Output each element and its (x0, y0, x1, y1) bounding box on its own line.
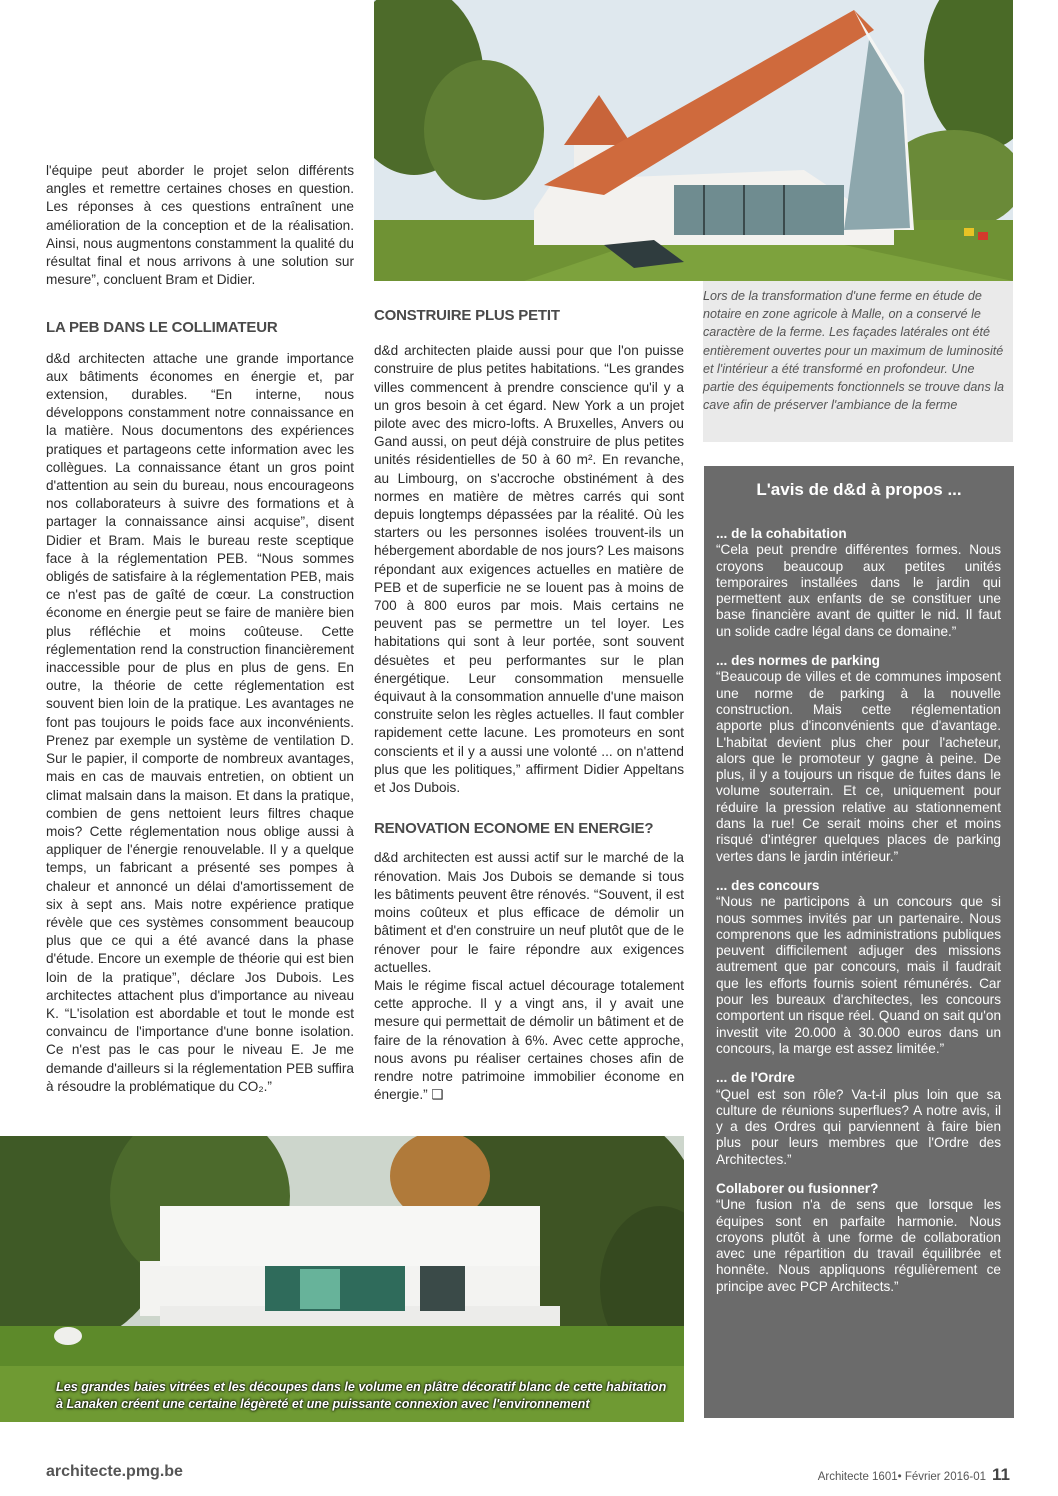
section-heading-smaller: CONSTRUIRE PLUS PETIT (374, 307, 560, 324)
intro-paragraph: l'équipe peut aborder le projet selon différents angles et remettre certaines choses en question. Les réponses à ces questions entraînent une amélioration de la conception et de la réalisation. Ainsi, nous augmentons constamment la qualité du résultat final et nous arrivons à une solution sur mesure”, concluent Bram et Didier. (46, 163, 354, 288)
section-heading-peb: LA PEB DANS LE COLLIMATEUR (46, 319, 278, 337)
section-heading-renovation: RENOVATION ECONOME EN ENERGIE? (374, 820, 654, 838)
column-left (46, 162, 354, 1096)
sidebar-heading-parking: ... des normes de parking (716, 653, 880, 669)
footer-website-link[interactable]: architecte.pmg.be (46, 1463, 183, 1480)
sidebar-heading-ordre: ... de l'Ordre (716, 1070, 795, 1086)
sidebar-text-concours: “Nous ne participons à un concours que si nous sommes invités par un partenaire. Nous comprenons que les administrations publiques peuvent difficilement adjuger des missions autrement que par concours, mais il faudrait que les efforts fournis soient rémunérés. Car pour les bureaux d'architectes, les concours comportent un risque réel. Quand on sait qu'on investit vite 20.000 à 30.000 euros dans un concours, la marge est assez limitée.” (716, 894, 1001, 1056)
issue-label: Architecte 1601• Février 2016-01 (817, 1471, 987, 1483)
sidebar-text-ordre: “Quel est son rôle? Va-t-il plus loin que sa culture de réunions superflues? A notre avis, il y a des Ordres qui parviennent à faire bien plus pour leurs membres que l'Ordre des Architectes.” (716, 1086, 1001, 1167)
sidebar-text-parking: “Beaucoup de villes et de communes imposent une norme de parking à la nouvelle construction. Mais cette réglementation apporte plus d'inconvénients que d'avantage. L'habitat devient plus cher pour l'acheteur, alors que le promoteur y gagne à peine. De plus, il y a toujours un risque de fuites dans le volume souterrain. Et ce, uniquement pour réduire la pression relative au stationnement dans la rue! Ce serait moins cher et moins risqué d'intégrer quelques places de parking vertes dans le jardin intérieur.” (716, 669, 1001, 864)
opinion-sidebar (704, 466, 1014, 1418)
renovation-paragraph-1: d&d architecten est aussi actif sur le marché de la rénovation. Mais Jos Dubois se demande si tous les bâtiments peuvent être rénovés. “Souvent, il est moins coûteux et plus efficace de démolir un bâtiment et d'en construire un neuf plutôt que de le rénover pour le faire répondre aux exigences actuelles. (374, 850, 684, 975)
sidebar-heading-cohabitation: ... de la cohabitation (716, 526, 847, 541)
farmhouse-photo (374, 0, 1013, 281)
footer-issue-info (818, 1465, 1010, 1485)
column-middle (374, 307, 684, 1104)
sidebar-text-cohabitation: “Cela peut prendre différentes formes. Nous croyons beaucoup aux petites unités temporaires installées dans le jardin qui permettent aux enfants de se constituer une base financière avant de quitter le nid. Il faut un solide cadre légal dans ce domaine.” (716, 542, 1001, 639)
smaller-paragraph: d&d architecten plaide aussi pour que l'on puisse construire de plus petites habitations. “Les grandes villes commencent à prendre conscience qu'il y a un gros besoin à cet égard. New York a un projet pilote avec des micro-lofts. A Bruxelles, Anvers ou Gand aussi, on peut déjà construire de plus petites unités résidentielles de 50 à 60 m². En revanche, au Limbourg, on s'accroche obstinément à des normes en matière de mètres carrés qui sont depuis longtemps dépassées par la réalité. Où les starters ou les personnes isolées trouvent-ils un hébergement abordable de nos jours? Les maisons répondant aux exigences actuelles en matière de PEB et de superficie ne se louent pas à moins de 700 à 800 euros par mois. Mais certains ne peuvent pas se permettre un tel loyer. Les habitations qui sont à leur portée, sont souvent désuètes et peu performantes sur le plan énergétique. Leur consommation mensuelle équivaut à la consommation annuelle d'une maison construite selon les règles actuelles. Il faut combler rapidement cette lacune. Les promoteurs en sont conscients et il y a aussi une volonté ... on n'attend plus que les politiques,” affirment Didier Appeltans et Jos Dubois. (374, 343, 684, 796)
page-number: 11 (992, 1465, 1010, 1484)
top-photo-caption: Lors de la transformation d'une ferme en étude de notaire en zone agricole à Malle, on a conservé le caractère de la ferme. Les façades latérales ont été entièrement ouvertes pour un maximum de luminosité et l'intérieur a été transformé en profondeur. Une partie des équipements fonctionnels se trouve dans la cave afin de préserver l'ambiance de la ferme (703, 289, 1005, 413)
peb-paragraph: d&d architecten attache une grande importance aux bâtiments économes en énergie et, par extension, durables. “En interne, nous développons constamment notre connaissance en la matière. Nous documentons des expériences pratiques et partageons cette information avec les collègues. La connaissance étant un gros point d'attention au sein du bureau, nous encourageons nos collaborateurs à suivre des formations et à partager la connaissance ainsi acquise”, disent Didier et Bram. Mais le bureau reste sceptique face à la réglementation PEB. “Nous sommes obligés de satisfaire à la réglementation PEB, mais ce n'est pas de gaîté de cœur. La construction économe en énergie peut se faire de manière bien plus réfléchie et moins coûteuse. Cette réglementation rend la construction financièrement inaccessible pour de plus en plus de gens. En outre, la théorie de cette réglementation est souvent bien loin de la pratique. Les avantages ne font pas toujours le poids face aux inconvénients. Prenez par exemple un système de ventilation D. Sur le papier, il comporte de nombreux avantages, mais en cas de mauvais entretien, on obtient un climat malsain dans la maison. Et dans la pratique, combien de gens nettoient leurs filtres chaque mois? Cette réglementation nous oblige aussi à appliquer de l'énergie renouvelable. Il y a quelque temps, un fabricant a présenté ses pompes à chaleur et annoncé un délai d'amortissement de six à sept ans. Mais notre expérience pratique révèle que ces systèmes consomment beaucoup plus que ce qui a été avancé dans la phase d'étude. Encore un exemple de théorie qui est bien loin de la pratique”, déclare Jos Dubois. Les architectes attachent plus d'importance au niveau K. “L'isolation est abordable et tout le monde est convaincu de l'importance d'une bonne isolation. Ce n'est pas le cas pour le niveau E. Je me demande d'ailleurs si la réglementation PEB suffira à résoudre la problématique du CO₂.” (46, 350, 354, 1094)
sidebar-heading-concours: ... des concours (716, 877, 820, 893)
sidebar-heading-collaborer: Collaborer ou fusionner? (716, 1180, 879, 1196)
bottom-photo-caption: Les grandes baies vitrées et les découpes dans le volume en plâtre décoratif blanc de cette habitation à Lanaken créent une certaine légèreté et une puissante connexion avec l'environnement (56, 1380, 667, 1411)
sidebar-body (716, 526, 1001, 1295)
sidebar-title: L'avis de d&d à propos ... (756, 480, 962, 499)
sidebar-text-collaborer: “Une fusion n'a de sens que lorsque les équipes sont en parfaite harmonie. Nous croyons plutôt à une forme de collaboration avec une répartition du travail équilibrée et honnête. Nous appliquons régulièrement ce principe avec PCP Architects.” (716, 1197, 1001, 1294)
renovation-paragraph-2: Mais le régime fiscal actuel décourage totalement cette approche. Il y a vingt ans, il y avait une mesure qui permettait de démolir un bâtiment et de faire de la rénovation à 6%. Avec cette approche, nous avons pu réaliser certaines choses afin de rendre notre patrimoine immobilier économe en énergie.” ❑ (374, 977, 684, 1103)
